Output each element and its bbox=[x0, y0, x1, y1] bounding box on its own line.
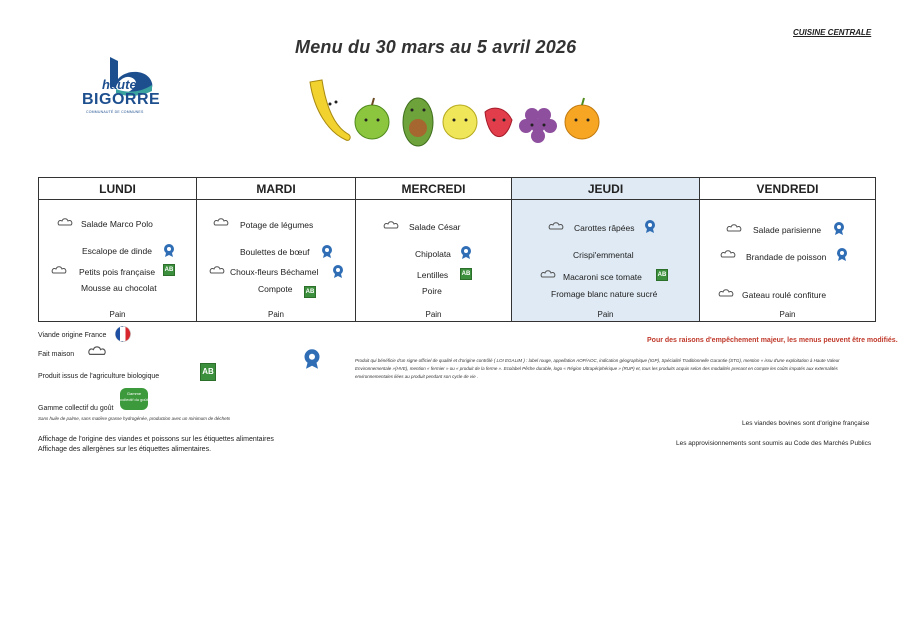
menu-item: Poire bbox=[422, 286, 442, 296]
day-header: VENDREDI bbox=[700, 178, 875, 200]
day-header: LUNDI bbox=[39, 178, 196, 200]
organic-ab-icon: AB bbox=[163, 264, 175, 276]
chef-hat-icon bbox=[86, 346, 108, 358]
bread-label: Pain bbox=[267, 310, 284, 319]
cuisine-centrale-label: CUISINE CENTRALE bbox=[793, 28, 872, 37]
chef-hat-icon bbox=[720, 250, 736, 260]
day-header: JEUDI bbox=[512, 178, 699, 200]
quality-label-icon bbox=[460, 246, 472, 259]
bread-label: Pain bbox=[109, 310, 126, 319]
legend-bio: Produit issus de l'agriculture biologique bbox=[38, 373, 160, 380]
menu-item: Carottes râpées bbox=[574, 223, 635, 233]
logo-haute-text: haute bbox=[102, 77, 137, 92]
menu-table bbox=[38, 177, 876, 322]
menu-item: Chipolata bbox=[415, 249, 451, 259]
quality-label-icon bbox=[163, 244, 175, 257]
menu-item: Compote bbox=[258, 284, 293, 294]
chef-hat-icon bbox=[726, 224, 742, 234]
chef-hat-icon bbox=[540, 270, 556, 280]
france-flag-icon bbox=[114, 326, 132, 342]
day-header: MARDI bbox=[197, 178, 355, 200]
day-column-mercredi bbox=[356, 178, 512, 321]
bovines-notice: Les viandes bovines sont d'origine française bbox=[742, 420, 870, 427]
bread-label: Pain bbox=[779, 310, 796, 319]
bread-label: Pain bbox=[597, 310, 614, 319]
menu-item: Boulettes de bœuf bbox=[240, 247, 310, 257]
menu-item: Salade César bbox=[409, 222, 461, 232]
quality-label-icon bbox=[833, 222, 845, 235]
menu-item: Salade parisienne bbox=[753, 225, 822, 235]
day-header: MERCREDI bbox=[356, 178, 511, 200]
label-quality-note: Produit qui bénéficie d'un signe officiel de qualité et d'origine contrôlé ( LOI EGALIM ) : label rouge, appellation AOP/AOC, indication géographique (IGP), Spécialité Traditionnelle Garantie (STG), mention « issu d'une exploitation à Haute Valeur Environnementale »(HVE), mention « fermier » ou « produit de la ferme ». Ecolabel Pêche durable, logo « Région Ultrapériphérique » (RUP) et, tous les produits acquis selon des modalités prenant en compte les coûts imputés aux externalités environnementales liées au produit pendant son cycle de vie . bbox=[355, 358, 840, 379]
marches-notice: Les approvisionnements sont soumis au Code des Marchés Publics bbox=[676, 440, 872, 447]
chef-hat-icon bbox=[209, 266, 225, 276]
legend-gout: Gamme collectif du goût bbox=[38, 405, 114, 412]
menu-item: Lentilles bbox=[417, 270, 449, 280]
menu-item: Fromage blanc nature sucré bbox=[551, 289, 658, 299]
legend-fait-maison: Fait maison bbox=[38, 351, 75, 358]
page-title: Menu du 30 mars au 5 avril 2026 bbox=[295, 37, 577, 57]
chef-hat-icon bbox=[548, 222, 564, 232]
menu-item: Brandade de poisson bbox=[746, 252, 827, 262]
warning-notice: Pour des raisons d'empêchement majeur, les menus peuvent être modifiés. bbox=[647, 337, 898, 344]
day-column-lundi bbox=[39, 178, 197, 321]
menu-item: Crispi'emmental bbox=[573, 250, 634, 260]
chef-hat-icon bbox=[57, 218, 73, 228]
menu-item: Potage de légumes bbox=[240, 220, 314, 230]
gout-note: Sans huile de palme, sans matière grasse hydrogénée, production avec un minimum de déchets bbox=[38, 416, 231, 421]
quality-label-icon bbox=[836, 248, 848, 261]
menu-item: Mousse au chocolat bbox=[81, 283, 157, 293]
day-column-mardi bbox=[197, 178, 356, 321]
quality-label-icon bbox=[303, 349, 321, 369]
organic-ab-icon: AB bbox=[656, 269, 668, 281]
logo-bigorre-text: BIGORRE bbox=[82, 91, 161, 108]
logo-subtitle: COMMUNAUTÉ DE COMMUNES bbox=[86, 110, 144, 114]
bread-label: Pain bbox=[425, 310, 442, 319]
day-column-jeudi bbox=[512, 178, 700, 321]
chef-hat-icon bbox=[213, 218, 229, 228]
menu-item: Petits pois française bbox=[79, 267, 156, 277]
fruit-characters-illustration bbox=[300, 70, 610, 155]
collectif-gout-badge: Gamme collectif du goût bbox=[120, 388, 148, 410]
affichage-allergenes: Affichage des allergènes sur les étiquettes alimentaires. bbox=[38, 446, 212, 453]
chef-hat-icon bbox=[51, 266, 67, 276]
menu-item: Gateau roulé confiture bbox=[742, 290, 827, 300]
organic-ab-icon: AB bbox=[200, 363, 216, 381]
chef-hat-icon bbox=[383, 221, 399, 231]
quality-label-icon bbox=[321, 245, 333, 258]
quality-label-icon bbox=[332, 265, 344, 278]
menu-item: Macaroni sce tomate bbox=[563, 272, 642, 282]
organic-ab-icon: AB bbox=[304, 286, 316, 298]
menu-item: Choux-fleurs Béchamel bbox=[230, 267, 319, 277]
quality-label-icon bbox=[644, 220, 656, 233]
day-column-vendredi bbox=[700, 178, 875, 321]
chef-hat-icon bbox=[718, 289, 734, 299]
menu-item: Salade Marco Polo bbox=[81, 219, 153, 229]
menu-item: Escalope de dinde bbox=[82, 246, 152, 256]
affichage-origine: Affichage de l'origine des viandes et poissons sur les étiquettes alimentaires bbox=[38, 436, 274, 443]
legend-origine-france: Viande origine France bbox=[38, 332, 107, 339]
haute-bigorre-logo bbox=[80, 55, 160, 125]
organic-ab-icon: AB bbox=[460, 268, 472, 280]
